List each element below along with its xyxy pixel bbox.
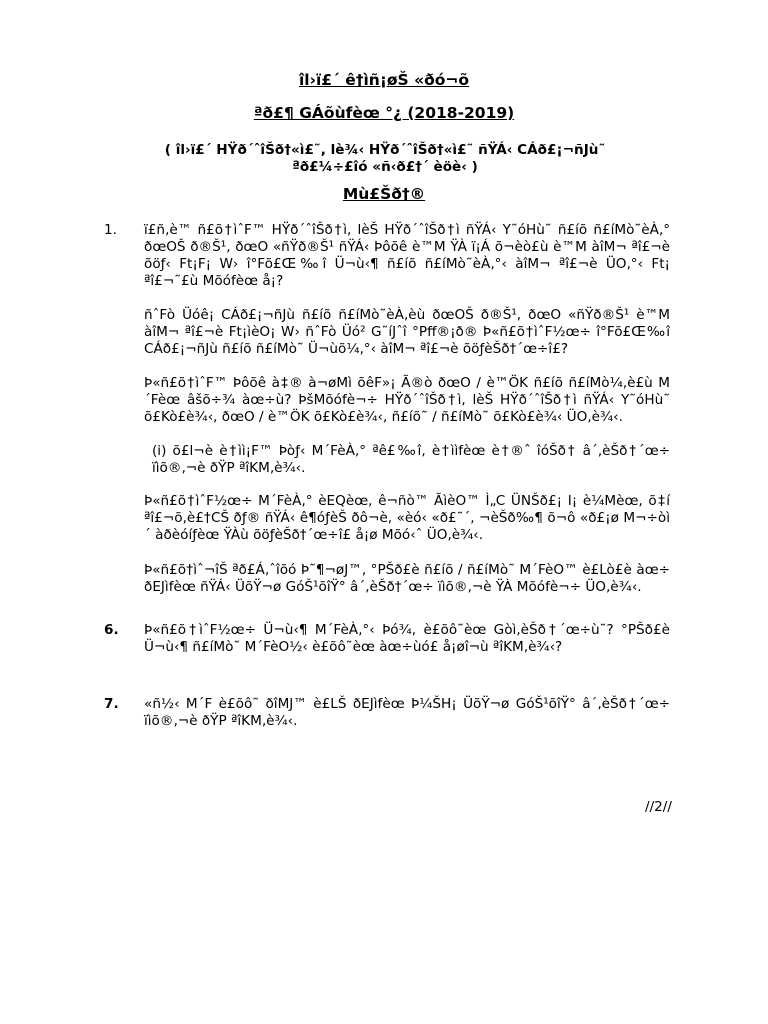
committee-subtitle: ªð£¶ GÁõùfèœ °¿ (2018-2019) (253, 104, 515, 122)
question-number: 7. (104, 696, 119, 712)
note-line-2: ªð£¼÷£îó «ñ‹ð£†´ èöè‹ ) (292, 159, 478, 175)
question-text: Þ«ñ£õ†ìˆF½œ÷ Ü¬ù‹¶ M´FèÀ‚°‹ Þó¾, è£õô˜èœ Gòì‚èŠð†´œ÷ù˜? °PŠð£è Ü¬ù‹¶ ñ£íMò˜ M´FèO½‹ è£õô˜èœ àœ÷ùó£ å¡øî¬ù ªîKM‚è¾‹? (144, 622, 670, 655)
section-heading: Mù£Šð†® (342, 185, 426, 203)
question-number: 6. (104, 622, 119, 638)
question-text: ï£ñ‚è™ ñ£õ†ìˆF™ HŸð´ˆîŠð†ì, lèŠ HŸð´ˆîŠð†ì ñŸÁ‹ Y˜óHù˜ ñ£íõ ñ£íMò˜èÀ‚° ðœOŠ ð®Š¹, ðœO «ñŸð®Š¹ ñŸÁ‹ Þôõê è™M ŸÀ ï¡Á õ¬èò£ù è™M àîM¬ ªî£¬è õöƒ‹ Ft¡F¡ W› î°Fõ£Œ‰î Ü¬ù‹¶ ñ£íõ ñ£íMò˜èÀ‚°‹ àîM¬ ªî£¬è ÜO‚°‹ Ft¡ ªî£¬˜£ù Mõófèœ å¡? (144, 222, 670, 289)
question-text: «ñ½‹ M´F è£õô˜ ðîMJ™ è£LŠ ðEJìfèœ Þ¼ŠH¡ ÜõŸ¬ø GóŠ¹õîŸ° â´‚èŠð†´œ÷ ïìõ®‚¬è ðŸP ªîKM‚è¾‹. (144, 696, 670, 729)
question-text: Þ«ñ£õ†ìˆF™ Þôõê à‡® à¬øMì õêF»¡ Ã®ò ðœO / è™ÖK ñ£íõ ñ£íMò¼‚è£ù M´Fèœ âšõ÷¾ àœ÷ù? ÞšMõófè¬÷ HŸð´ˆîŠð†ì, lèŠ HŸð´ˆîŠð†ì ñŸÁ‹ Y˜óHù˜ õ£Kò£è¾‹, ðœO / è™ÖK õ£Kò£è¾‹, ñ£íõ˜ / ñ£íMò˜ õ£Kò£è¾‹ ÜO‚è¾‹. (144, 375, 670, 425)
question-number: 1. (104, 222, 117, 238)
document-title: îl›ï£´ ê†ìñ¡øŠ «ðó¬õ (298, 71, 470, 89)
question-text: ñˆFò Üóê¡ CÁð£¡¬ñJù ñ£íõ ñ£íMò˜èÀ‚èù ðœOŠ ð®Š¹, ðœO «ñŸð®Š¹ è™M àîM¬ ªî£¬è Ft¡ìèO¡ W› ñˆFò Üó² G˜íJˆî °Pff®¡ð® Þ«ñ£õ†ìˆF½œ÷ î°Fõ£Œ‰î CÁð£¡¬ñJù ñ£íõ ñ£íMò˜ Ü¬ùõ¼‚°‹ àîM¬ ªî£¬è õöƒèŠð†´œ÷î£? (144, 307, 670, 357)
page-marker: //2// (645, 799, 672, 815)
question-text: Þ«ñ£õ†ìˆ¬îŠ ªð£Á‚ˆîõó Þ˜¶¬øJ™, °PŠð£è ñ£íõ / ñ£íMò˜ M´FèO™ è£Lò£è àœ÷ ðEJìfèœ ñŸÁ‹ ÜõŸ¬ø GóŠ¹õîŸ° â´‚èŠð†´œ÷ ïìõ®‚¬è ŸÀ Mõófè¬÷ ÜO‚è¾‹. (144, 562, 670, 595)
note-line-1: ( îl›ï£´ HŸð´ˆîŠð†«ì£˜, lè¾‹ HŸð´ˆîŠð†«ì£˜ ñŸÁ‹ CÁð£¡¬ñJù˜ (164, 142, 606, 158)
question-subitem: (i) õ£l¬è è†ìì¡F™ Þòƒ‹ M´FèÀ‚° ªê£‰î, è†ììfèœ è†®ˆ îóŠð† â´‚èŠð†´œ÷ ïìõ®‚¬è ðŸP ªîKM‚è¾‹. (152, 443, 670, 476)
question-text: Þ«ñ£õ†ìˆF½œ÷ M´FèÀ‚° èEQèœ, ê¬ñò™ ÃìèO™ Ì„C ÜNŠð£¡ I¡ è¼Mèœ, õ‡í ªî£¬õ‚è£†CŠ ðƒ® ñŸÁ‹ ê¶óƒèŠ ðô¬è, «èó‹ «ð£˜´, ¬èŠð‰¶ õ¬ô «ð£¡ø M¬÷òì´ àðèóíƒèœ ŸÀù õöƒèŠð†´œ÷î£ å¡ø Mõó‹ˆ ÜO‚è¾‹. (144, 493, 670, 543)
